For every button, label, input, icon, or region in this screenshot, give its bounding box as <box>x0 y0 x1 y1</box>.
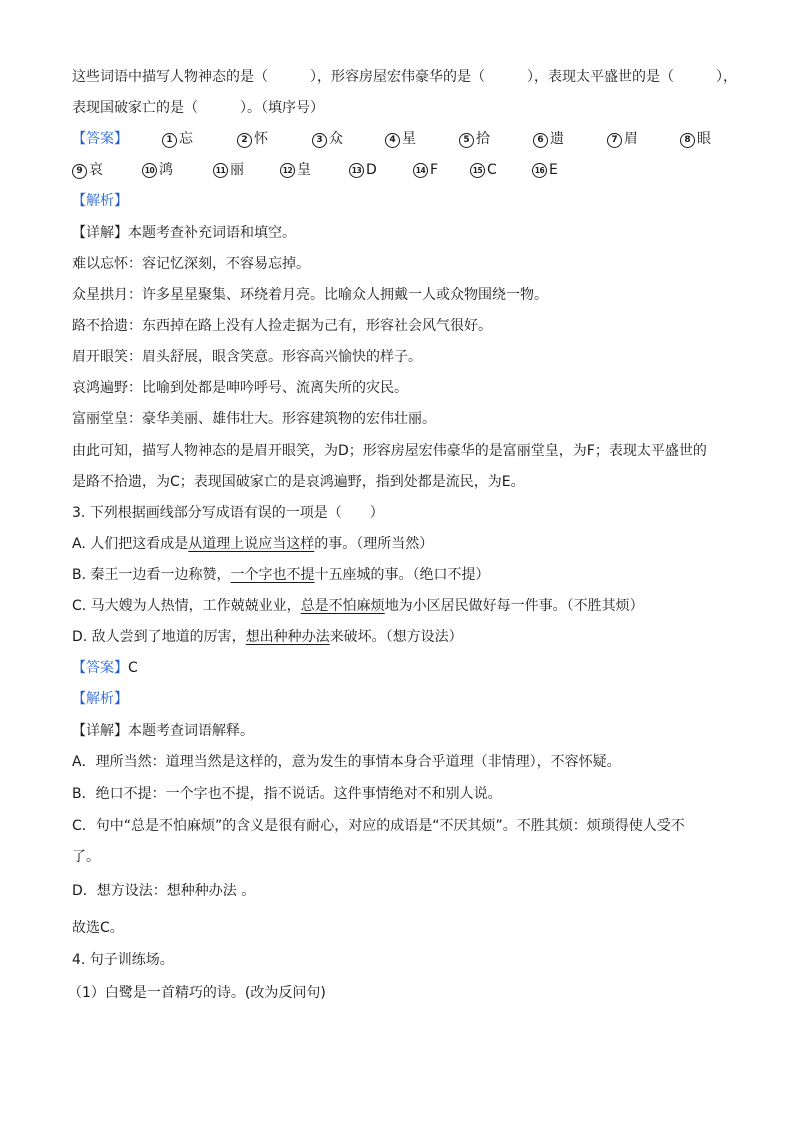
explanation-line: D．想方设法：想种种办法 。 <box>72 883 256 899</box>
answer-2 <box>72 658 138 678</box>
answer-row-2 <box>72 160 722 180</box>
answer-item: 9 哀 <box>72 160 103 180</box>
detail-heading: 【详解】本题考查词语解释。 <box>72 723 254 739</box>
answer-item: 1 忘 <box>162 129 193 149</box>
explanation-line: 了。 <box>72 849 100 865</box>
answer-item: 13 D <box>349 160 377 180</box>
option-c: C. 马大嫂为人热情，工作兢兢业业，总是不怕麻烦地为小区居民做好每一件事。（不胜其烦） <box>72 598 644 614</box>
explanation-line: 眉开眼笑：眉头舒展，眼含笑意。形容高兴愉快的样子。 <box>72 349 422 365</box>
answer-item: 3 众 <box>312 129 343 149</box>
option-d: D. 敌人尝到了地道的厉害，想出种种办法来破坏。（想方设法） <box>72 629 463 645</box>
question-4-title: 4. 句子训练场。 <box>72 952 174 968</box>
answer-item: 6 遗 <box>533 129 564 149</box>
answer-item: 14 F <box>413 160 438 180</box>
answer-item: 5 拾 <box>459 129 490 149</box>
detail-heading: 【详解】本题考查补充词语和填空。 <box>72 225 296 241</box>
explanation-line: B．绝口不提：一个字也不提，指不说话。这件事情绝对不和别人说。 <box>72 786 502 802</box>
explanation-line: 路不拾遗：东西掉在路上没有人捡走据为己有，形容社会风气很好。 <box>72 318 492 334</box>
answer-item: 15 C <box>470 160 497 180</box>
answer-label: 【答案】 <box>72 660 128 676</box>
explanation-line: 富丽堂皇：豪华美丽、雄伟壮大。形容建筑物的宏伟壮丽。 <box>72 411 436 427</box>
analysis-label: 【解析】 <box>72 193 128 209</box>
answer-item: 7 眉 <box>607 129 638 149</box>
answer-label: 【答案】 <box>72 131 128 147</box>
explanation-line: 哀鸿遍野：比喻到处都是呻吟呼号、流离失所的灾民。 <box>72 380 408 396</box>
explanation-line: 众星拱月：许多星星聚集、环绕着月亮。比喻众人拥戴一人或众物围绕一物。 <box>72 287 548 303</box>
answer-item: 8 眼 <box>680 129 711 149</box>
answer-value: C <box>128 660 138 676</box>
answer-item: 4 星 <box>385 129 416 149</box>
answer-item: 11 丽 <box>213 160 244 180</box>
option-b: B. 秦王一边看一边称赞，一个字也不提十五座城的事。（绝口不提） <box>72 567 490 583</box>
conclusion-line: 故选C。 <box>72 920 124 936</box>
question-text-line-1: 这些词语中描写人物神态的是（ ），形容房屋宏伟豪华的是（ ），表现太平盛世的是（ ）， <box>72 69 737 85</box>
option-a: A. 人们把这看成是从道理上说应当这样的事。（理所当然） <box>72 536 434 552</box>
conclusion-line-2: 是路不拾遗，为C；表现国破家亡的是哀鸿遍野，指到处都是流民，为E。 <box>72 474 525 490</box>
question-text-line-2: 表现国破家亡的是（ ）。（填序号） <box>72 100 324 116</box>
answer-item: 10 鸿 <box>142 160 173 180</box>
explanation-line: 难以忘怀：容记忆深刻，不容易忘掉。 <box>72 256 310 272</box>
answer-item: 2 怀 <box>237 129 268 149</box>
answer-item: 16 E <box>532 160 558 180</box>
explanation-line: A．理所当然：道理当然是这样的，意为发生的事情本身合乎道理（非情理），不容怀疑。 <box>72 754 621 770</box>
conclusion-line-1: 由此可知，描写人物神态的是眉开眼笑，为D；形容房屋宏伟豪华的是富丽堂皇，为F；表现太平盛世的 <box>72 443 707 459</box>
question-3-title: 3. 下列根据画线部分写成语有误的一项是（ ） <box>72 505 384 521</box>
question-4-part-1: （1）白鹭是一首精巧的诗。(改为反问句) <box>68 985 326 1001</box>
explanation-line: C．句中“总是不怕麻烦”的含义是很有耐心，对应的成语是“不厌其烦”。不胜其烦：烦琐得使人受不 <box>72 818 685 834</box>
answer-row-1 <box>72 129 722 149</box>
answer-item: 12 皇 <box>280 160 311 180</box>
analysis-label: 【解析】 <box>72 691 128 707</box>
